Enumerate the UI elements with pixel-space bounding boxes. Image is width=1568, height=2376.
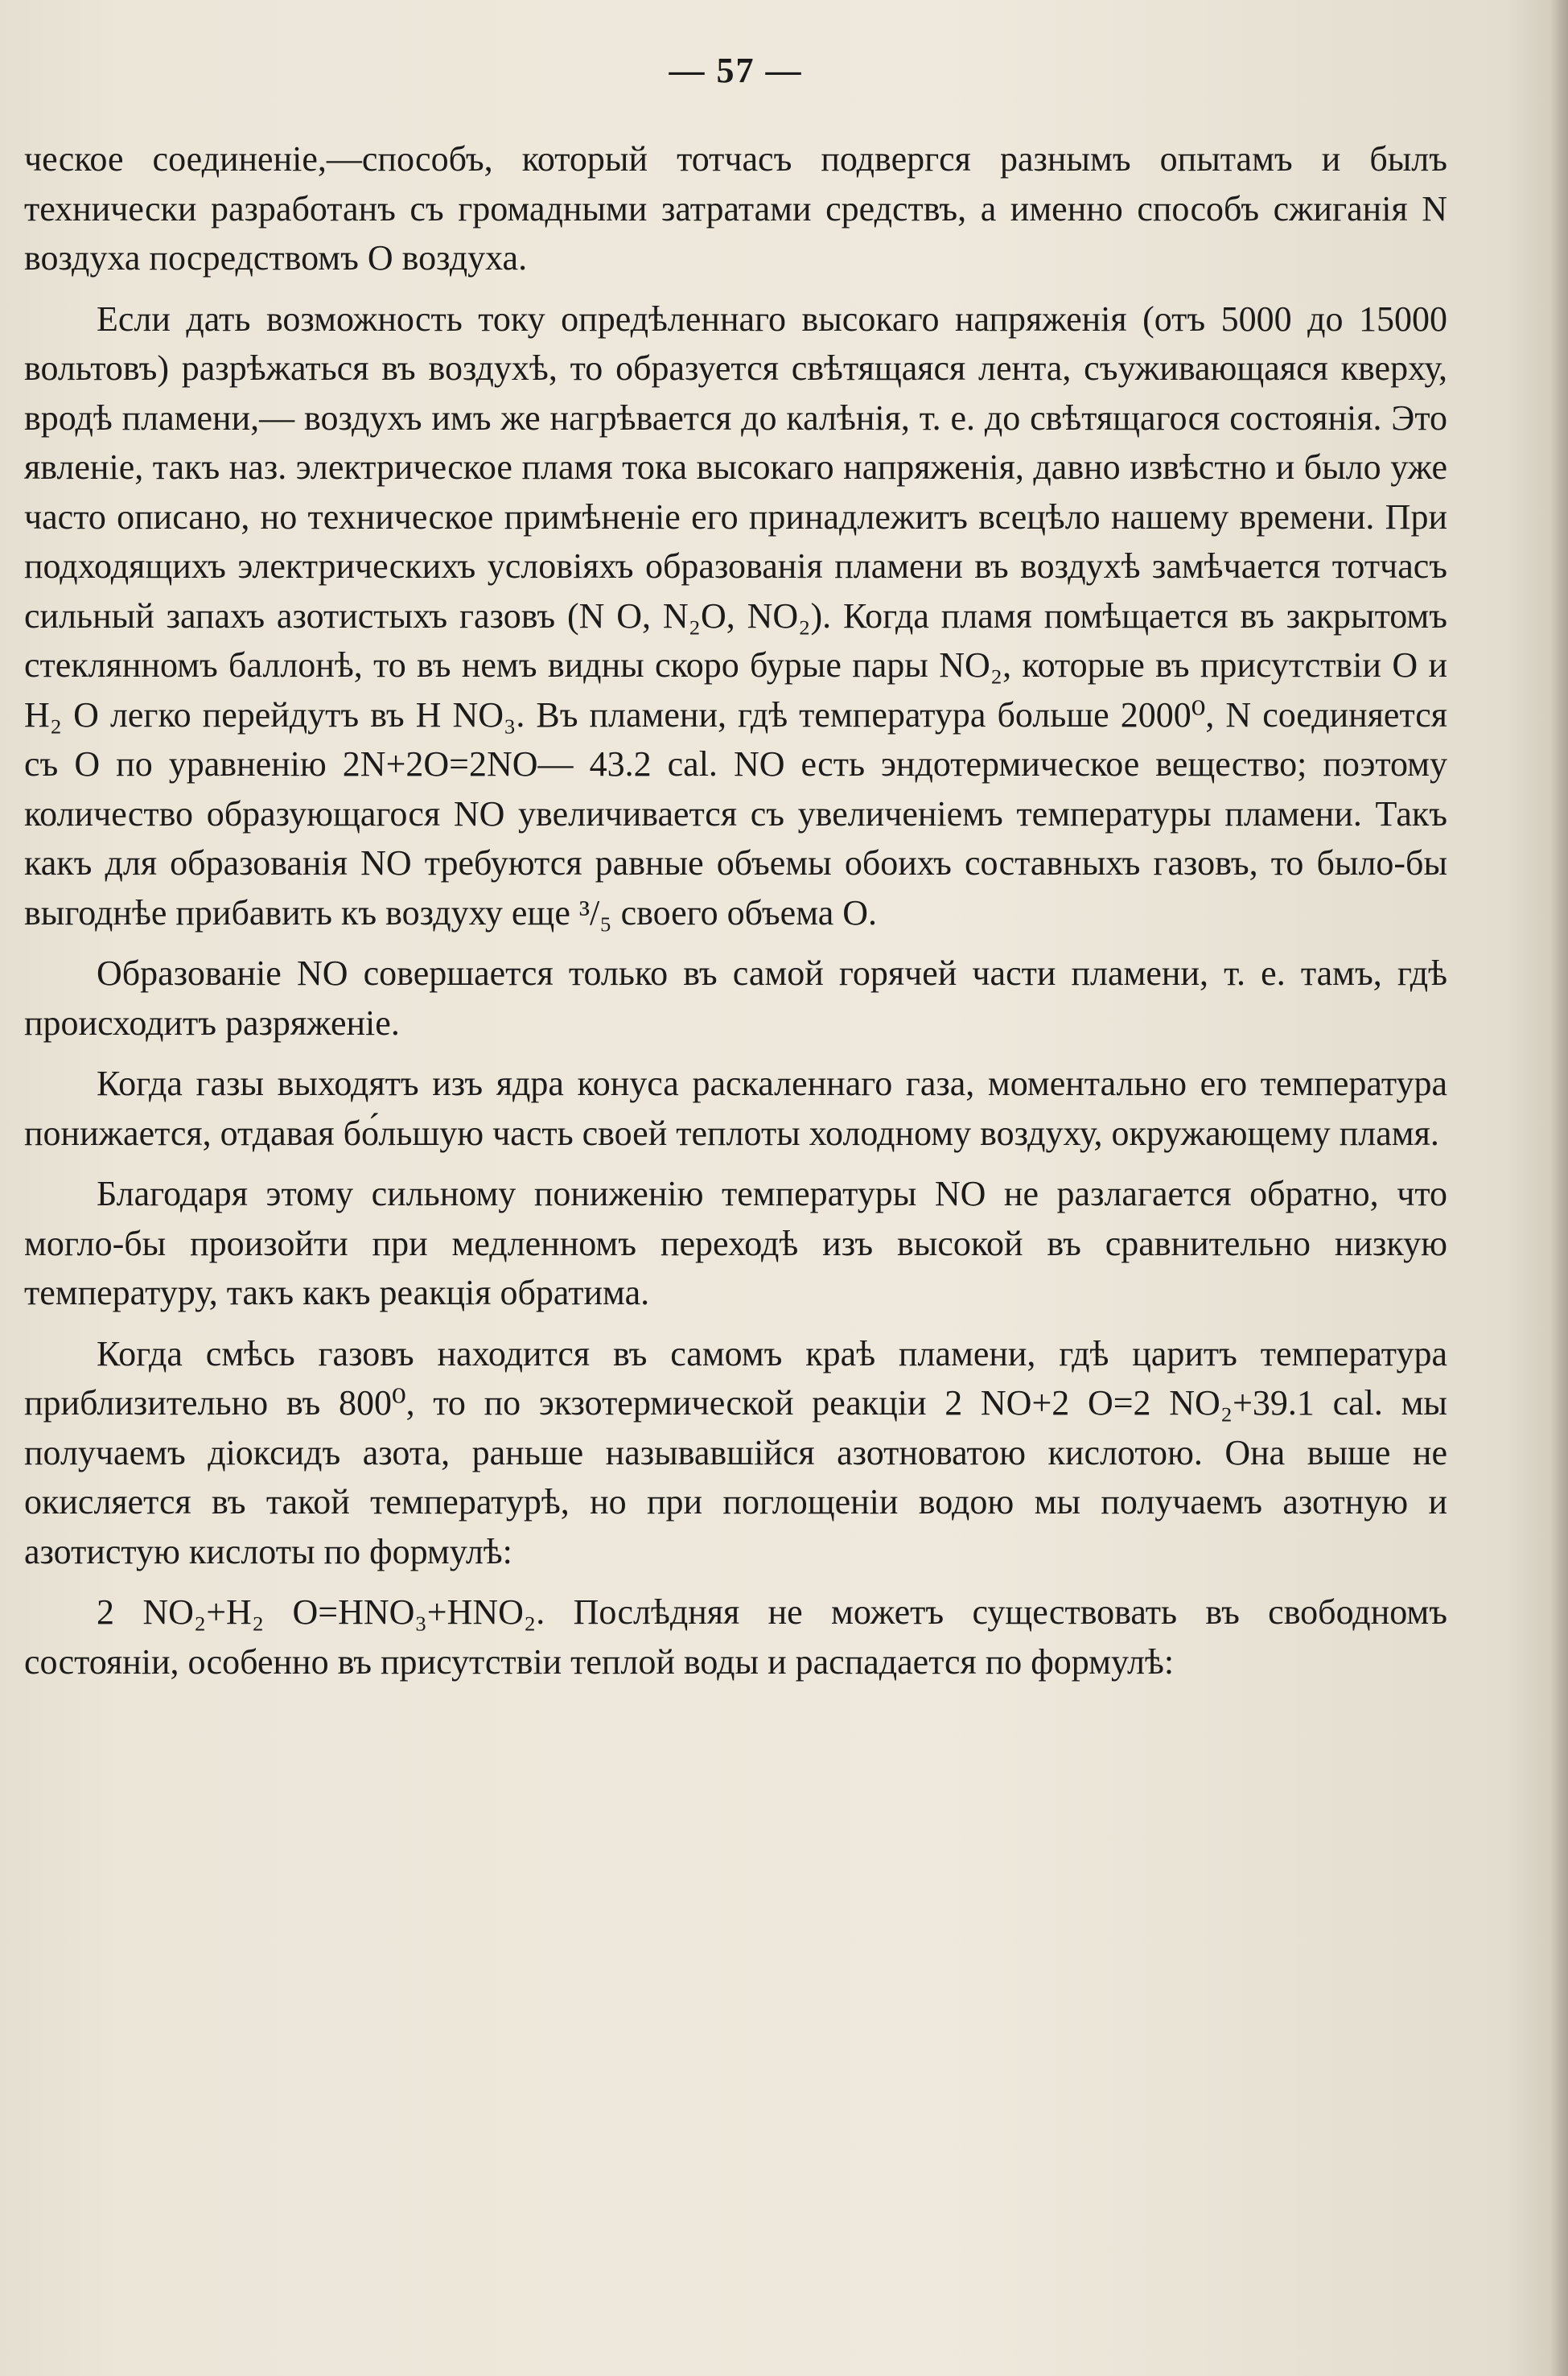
paragraph-7: 2 NO₂+H₂ O=HNO₃+HNO₂. Послѣдняя не можетъ существовать въ свободномъ состоянiи, особенно въ присутствiи теплой воды и распадается по формулѣ: [24, 1592, 1447, 1682]
paragraph-1: ческое соединенiе,—способъ, который тотчасъ подвергся разнымъ опытамъ и былъ технически разработанъ съ громадными затратами средствъ, а именно способъ сжиганiя N воздуха посредствомъ O воздуха. [24, 139, 1447, 278]
paragraph-4: Когда газы выходятъ изъ ядра конуса раскаленнаго газа, моментально его температура понижается, отдавая бо́льшую часть своей теплоты холодному воздуху, окружающему пламя. [24, 1064, 1447, 1153]
paragraph-3: Образованiе NO совершается только въ самой горячей части пламени, т. е. тамъ, гдѣ происходитъ разряженiе. [24, 953, 1447, 1043]
page-number: — 57 — [669, 51, 803, 90]
paragraph-2: Если дать возможность току опредѣленнаго высокаго напряженiя (отъ 5000 до 15000 вольтовъ) разрѣжаться въ воздухѣ, то образуется свѣтящаяся лента, съуживающаяся кверху, вродѣ пламени,— воздухъ имъ же нагрѣвается до калѣнiя, т. е. до свѣтящагося состоянiя. Это явленiе, такъ наз. электрическое пламя тока высокаго напряженiя, давно извѣстно и было уже часто описано, но техническое примѣненiе его принадлежитъ всецѣло нашему времени. При подходящихъ электрическихъ условiяхъ образованiя пламени въ воздухѣ замѣчается тотчасъ сильный запахъ азотистыхъ газовъ (N O, N₂O, NO₂). Когда пламя помѣщается въ закрытомъ стеклянномъ баллонѣ, то въ немъ видны скоро бурые пары NO₂, которые въ присутствiи O и H₂ O легко перейдутъ въ H NO₃. Въ пламени, гдѣ температура больше 2000⁰, N соединяется съ O по уравненiю 2N+2O=2NO— 43.2 cal. NO есть эндотермическое вещество; поэтому количество образующагося NO увеличивается съ увеличенiемъ температуры пламени. Такъ какъ для образованiя NO требуются равные объемы обоихъ составныхъ газовъ, то было-бы выгоднѣе прибавить къ воздуху еще ³/₅ своего объема O. [24, 299, 1448, 933]
paragraph-6: Когда смѣсь газовъ находится въ самомъ краѣ пламени, гдѣ царитъ температура приблизительно въ 800⁰, то по экзотермической реакцiи 2 NO+2 O=2 NO₂+39.1 cal. мы получаемъ дiоксидъ азота, раньше называвшiйся азотноватою кислотою. Она выше не окисляется въ такой температурѣ, но при поглощенiи водою мы получаемъ азотную и азотистую кислоты по формулѣ: [24, 1333, 1447, 1571]
paragraph-5: Благодаря этому сильному пониженiю температуры NO не разлагается обратно, что могло-бы произойти при медленномъ переходѣ изъ высокой въ сравнительно низкую температуру, такъ какъ реакцiя обратима. [24, 1174, 1447, 1312]
